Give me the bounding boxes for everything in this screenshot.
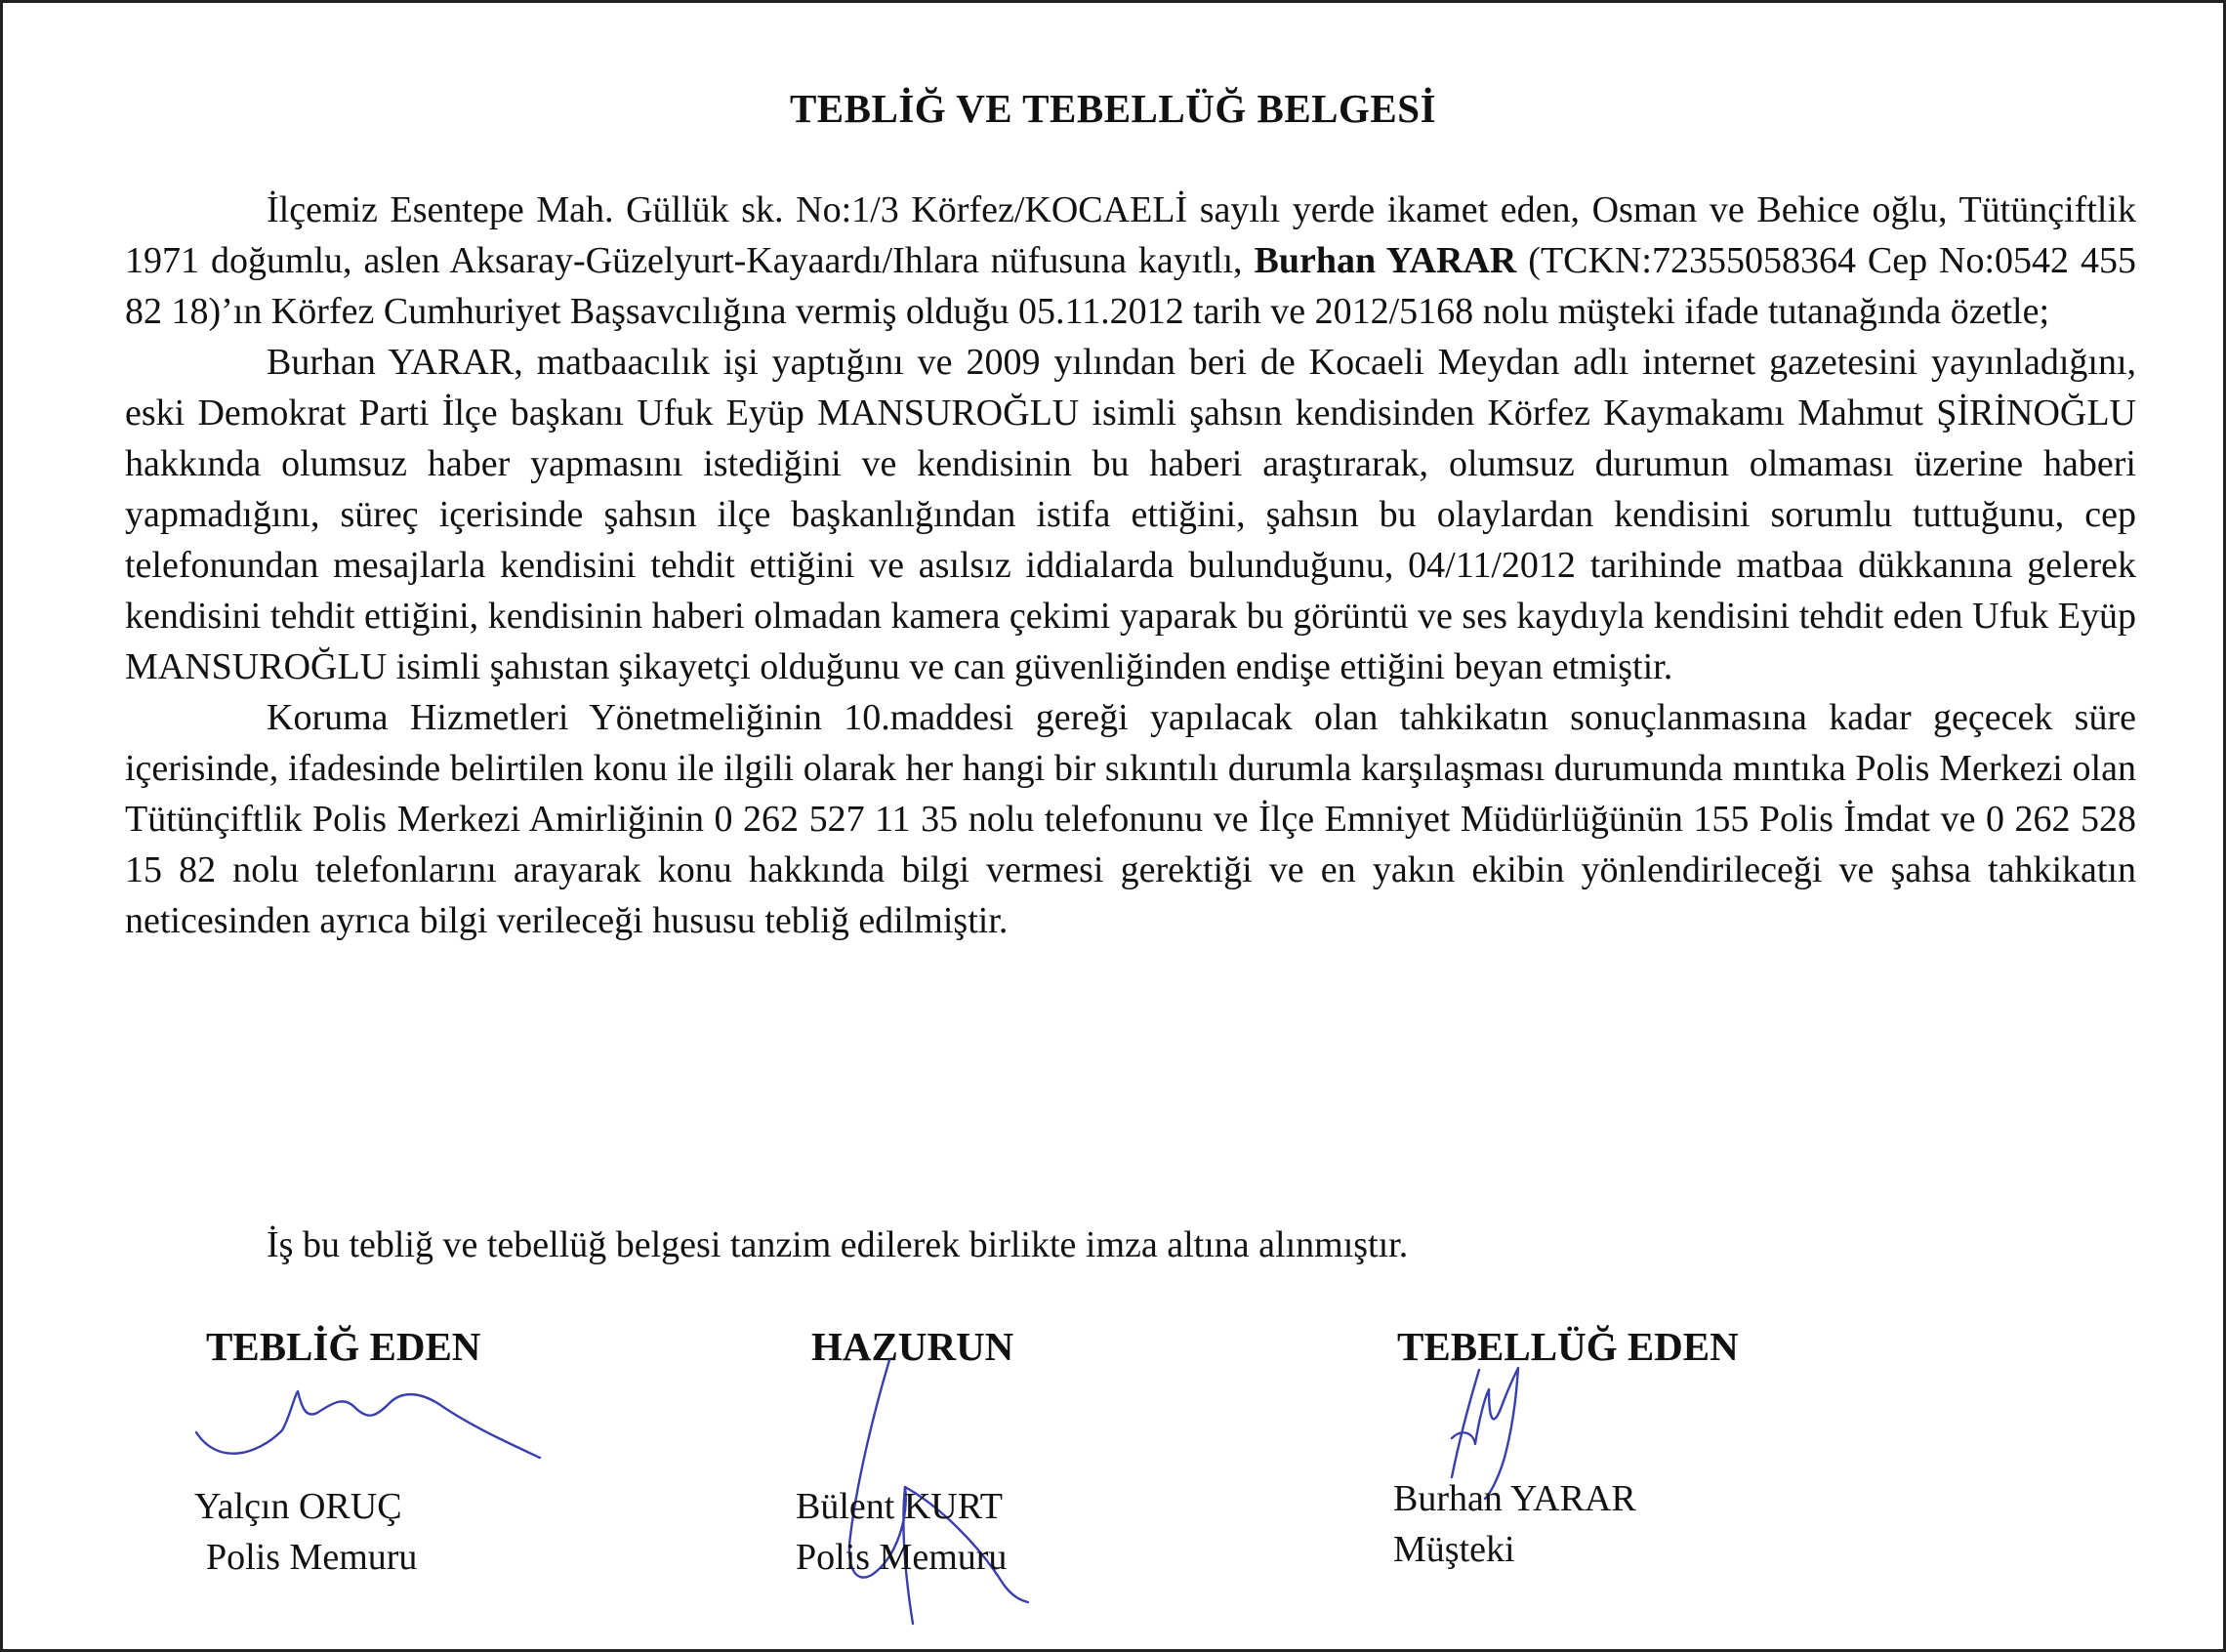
paragraph-statement: Burhan YARAR, matbaacılık işi yaptığını ve 2009 yılından beri de Kocaeli Meydan adlı internet gazetesini yayınladığını, eski Demokrat Parti İlçe başkanı Ufuk Eyüp MANSUROĞLU isimli şahsın kendisinden Körfez Kaymakamı Mahmut ŞİRİNOĞLU hakkında olumsuz haber yapmasını istediğini ve kendisinin bu haberi araştırarak, olumsuz durumun olmaması üzerine haberi yapmadığını, süreç içerisinde şahsın ilçe başkanlığından istifa ettiğini, şahsın bu olaylardan kendisini sorumlu tuttuğunu, cep telefonundan mesajlarla kendisini tehdit ettiğini ve asılsız iddialarda bulunduğunu, 04/11/2012 tarihinde matbaa dükkanına gelerek kendisini tehdit ettiğini, kendisinin haberi olmadan kamera çekimi yaparak bu görüntü ve ses kaydıyla kendisini tehdit eden Ufuk Eyüp MANSUROĞLU isimli şahıstan şikayetçi olduğunu ve can güvenliğinden endişe ettiğini beyan etmiştir. xyxy=(125,342,2136,687)
paragraph-notification: Koruma Hizmetleri Yönetmeliğinin 10.maddesi gereği yapılacak olan tahkikatın sonuçlanmasına kadar geçecek süre içerisinde, ifadesinde belirtilen konu ile ilgili olarak her hangi bir sıkıntılı durumla karşılaşması durumunda mıntıka Polis Merkezi olan Tütünçiftlik Polis Merkezi Amirliğinin 0 262 527 11 35 nolu telefonunu ve İlçe Emniyet Müdürlüğünün 155 Polis İmdat ve 0 262 528 15 82 nolu telefonlarını arayarak konu hakkında bilgi vermesi gerektiği ve en yakın ekibin yönlendirileceği ve şahsa tahkikatın neticesinden ayrıca bilgi verileceği hususu tebliğ edilmiştir. xyxy=(125,697,2136,941)
signature-heading-notifier: TEBLİĞ EDEN xyxy=(206,1324,481,1369)
closing-sentence: İş bu tebliğ ve tebellüğ belgesi tanzim edilerek birlikte imza altına alınmıştır. xyxy=(267,1224,1409,1265)
signature-role-notifier: Polis Memuru xyxy=(206,1537,418,1578)
signature-name-recipient: Burhan YARAR xyxy=(1393,1478,1636,1519)
document-body xyxy=(125,185,2136,946)
signature-role-witness: Polis Memuru xyxy=(796,1537,1008,1578)
complainant-name: Burhan YARAR xyxy=(1254,240,1517,281)
signature-heading-witness: HAZURUN xyxy=(811,1324,1014,1369)
signature-heading-recipient: TEBELLÜĞ EDEN xyxy=(1397,1324,1739,1369)
paragraph-intro-before: İlçemiz Esentepe Mah. Güllük sk. No:1/3 Körfez/KOCAELİ sayılı yerde ikamet eden, Osman ve Behice oğlu, Tütünçiftlik 1971 doğumlu, aslen Aksaray-Güzelyurt-Kayaardı/Ihlara nüfusuna kayıtlı, xyxy=(125,189,2136,281)
signature-name-notifier: Yalçın ORUÇ xyxy=(194,1486,402,1527)
signature-name-witness: Bülent KURT xyxy=(796,1486,1003,1527)
signature-role-recipient: Müşteki xyxy=(1393,1529,1515,1570)
paragraph-intro xyxy=(125,185,2136,337)
paragraph-intro-after: (TCKN:72355058364 Cep No:0542 455 82 18)’ın Körfez Cumhuriyet Başsavcılığına vermiş olduğu 05.11.2012 tarih ve 2012/5168 nolu müşteki ifade tutanağında özetle; xyxy=(125,240,2136,332)
document-title: TEBLİĞ VE TEBELLÜĞ BELGESİ xyxy=(789,86,1437,131)
signature-scribble-notifier xyxy=(188,1387,559,1495)
